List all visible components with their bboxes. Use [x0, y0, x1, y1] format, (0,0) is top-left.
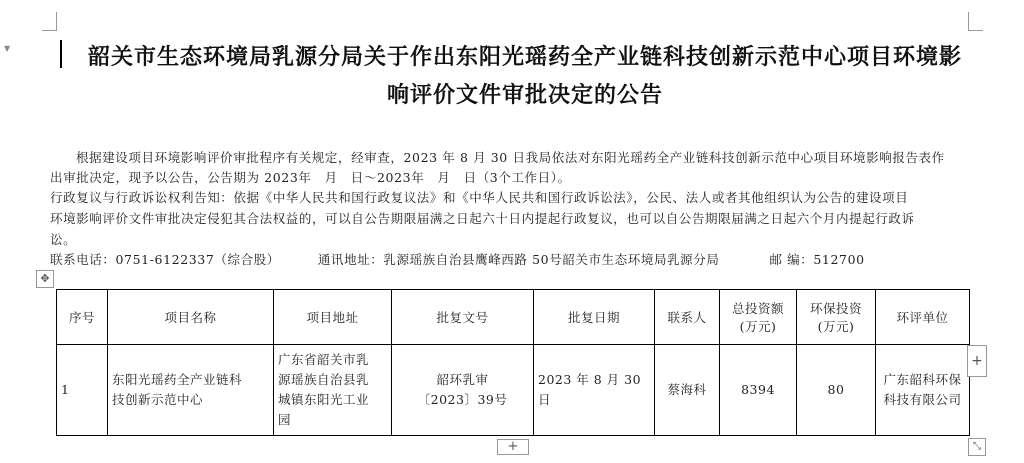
cell-unit-l1: 广东韶科环保	[883, 372, 962, 387]
cell-project-address	[274, 345, 392, 436]
crop-mark-top-left	[42, 12, 57, 31]
cell-address-l1: 广东省韶关市乳	[278, 352, 370, 367]
paragraph-1-line-1: 根据建设项目环境影响评价审批程序有关规定，经审查，2023 年 8 月 30 日我局依法对东阳光瑶药全产业链科技创新示范中心项目环境影响报告表作	[76, 150, 945, 165]
contact-address: 通讯地址：乳源瑶族自治县鹰峰西路 50号韶关市生态环境局乳源分局	[317, 252, 720, 267]
contact-postcode: 邮 编：512700	[769, 252, 865, 267]
cell-approval-date	[534, 345, 655, 436]
cell-approval-doc-no	[392, 345, 534, 436]
header-total-investment	[720, 290, 797, 345]
cell-env-investment: 80	[797, 345, 876, 436]
cell-project-name-l1: 东阳光瑶药全产业链科	[112, 372, 243, 387]
header-contact: 联系人	[655, 290, 720, 345]
cell-project-name	[108, 345, 274, 436]
add-column-plus-icon[interactable]: +	[967, 345, 987, 377]
paragraph-2-line-1: 行政复议与行政诉讼权利告知：依据《中华人民共和国行政复议法》和《中华人民共和国行政诉讼法》，公民、法人或者其他组织认为公告的建设项目	[50, 190, 909, 205]
header-eia-unit: 环评单位	[876, 290, 970, 345]
cell-address-l4: 园	[278, 412, 292, 427]
cell-date-l1: 2023 年 8 月 30	[538, 372, 642, 387]
header-approval-doc-no: 批复文号	[392, 290, 534, 345]
cell-doc-l2: 〔2023〕39号	[417, 392, 508, 407]
cell-contact: 蔡海科	[655, 345, 720, 436]
header-total-investment-l1: 总投资额	[731, 301, 784, 316]
document-title-line-1: 韶关市生态环境局乳源分局关于作出东阳光瑶药全产业链科技创新示范中心项目环境影	[87, 44, 962, 70]
contact-phone: 联系电话：0751-6122337（综合股）	[50, 252, 280, 267]
cell-project-name-l2: 技创新示范中心	[112, 392, 204, 407]
add-row-plus-icon[interactable]: +	[497, 439, 529, 455]
cell-doc-l1: 韶环乳审	[436, 372, 489, 387]
cell-unit-l2: 科技有限公司	[883, 392, 962, 407]
header-total-investment-l2: (万元)	[739, 319, 777, 334]
contact-line	[50, 250, 865, 268]
document-title-line-2: 响评价文件审批决定的公告	[386, 82, 663, 108]
header-env-investment-l1: 环保投资	[809, 301, 862, 316]
paragraph-1-line-2: 出审批决定，现予以公告，公告期为 2023年 月 日～2023年 月 日（3个工作日）。	[50, 170, 571, 185]
approval-table	[56, 289, 970, 436]
cell-date-l2: 日	[538, 392, 552, 407]
cell-no: 1	[57, 345, 108, 436]
crop-mark-top-right	[968, 12, 983, 31]
header-approval-date: 批复日期	[534, 290, 655, 345]
paragraph-2-line-2: 环境影响评价文件审批决定侵犯其合法权益的，可以自公告期限届满之日起六十日内提起行政复议，也可以自公告期限届满之日起六个月内提起行政诉	[50, 211, 915, 226]
header-project-name: 项目名称	[108, 290, 274, 345]
table-resize-icon[interactable]: ⤡	[968, 438, 986, 456]
header-env-investment-l2: (万元)	[817, 319, 855, 334]
header-env-investment	[797, 290, 876, 345]
table-move-icon[interactable]: ✥	[36, 270, 54, 288]
table-header-row	[57, 290, 970, 345]
cell-address-l2: 源瑶族自治县乳	[278, 372, 370, 387]
cell-eia-unit	[876, 345, 970, 436]
table-row	[57, 345, 970, 436]
paragraph-2-line-3: 讼。	[50, 232, 77, 247]
header-no: 序号	[57, 290, 108, 345]
collapse-caret-icon[interactable]: ▼	[4, 44, 11, 53]
cell-address-l3: 城镇东阳光工业	[278, 392, 370, 407]
cell-total-investment: 8394	[720, 345, 797, 436]
header-project-address: 项目地址	[274, 290, 392, 345]
